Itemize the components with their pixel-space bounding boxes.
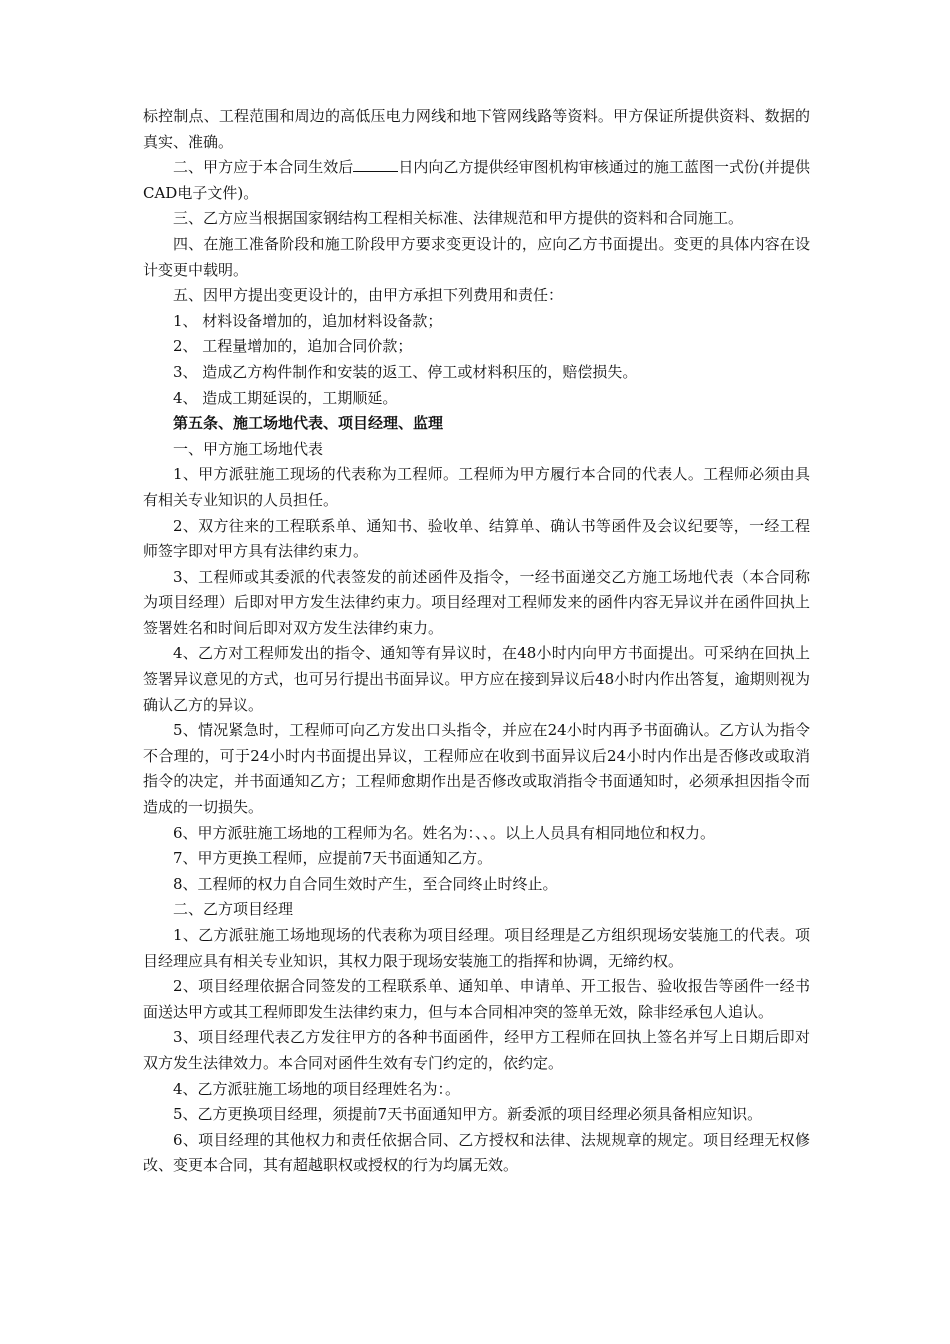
paragraph-clause-2 (143, 155, 810, 206)
list-item-1: 1、 材料设备增加的，追加材料设备款； (173, 311, 443, 330)
subheading-party-b-manager: 二、乙方项目经理 (173, 900, 294, 919)
subheading-party-a-representative: 一、甲方施工场地代表 (173, 439, 324, 458)
paragraph-clause-3: 三、乙方应当根据国家钢结构工程相关标准、法律规范和甲方提供的资料和合同施工。 (173, 209, 744, 228)
paragraph-a-4: 4、乙方对工程师发出的指令、通知等有异议时，在48小时内向甲方书面提出。可采纳在回执上签署异议意见的方式，也可另行提出书面异议。甲方应在接到异议后48小时内作出答复，逾期则视为确认乙方的异议。 (143, 644, 810, 714)
paragraph-a-2: 2、双方往来的工程联系单、通知书、验收单、结算单、确认书等函件及会议纪要等，一经工程师签字即对甲方具有法律约束力。 (143, 516, 810, 561)
paragraph-b-1: 1、乙方派驻施工场地现场的代表称为项目经理。项目经理是乙方组织现场安装施工的代表。项目经理应具有相关专业知识，其权力限于现场安装施工的指挥和协调，无缔约权。 (143, 926, 810, 970)
list-item-4: 4、 造成工期延误的，工期顺延。 (173, 388, 398, 407)
clause-2-text-a: 二、甲方应于本合同生效后 (173, 158, 354, 177)
paragraph-b-6: 6、项目经理的其他权力和责任依据合同、乙方授权和法律、法规规章的规定。项目经理无权修改、变更本合同，其有超越职权或授权的行为均属无效。 (143, 1130, 810, 1175)
paragraph-a-1: 1、甲方派驻施工现场的代表称为工程师。工程师为甲方履行本合同的代表人。工程师必须由具有相关专业知识的人员担任。 (143, 465, 810, 509)
paragraph-a-3: 3、工程师或其委派的代表签发的前述函件及指令，一经书面递交乙方施工场地代表（本合同称为项目经理）后即对甲方发生法律约束力。项目经理对工程师发来的函件内容无异议并在函件回执上签署姓名和时间后即对双方发生法律约束力。 (143, 567, 810, 637)
paragraph-survey-data: 标控制点、工程范围和周边的高低压电力网线和地下管网线路等资料。甲方保证所提供资料、数据的真实、准确。 (143, 107, 810, 151)
paragraph-a-6: 6、甲方派驻施工场地的工程师为名。姓名为：、、。以上人员具有相同地位和权力。 (173, 823, 716, 842)
contract-page (143, 104, 810, 1179)
paragraph-a-8: 8、工程师的权力自合同生效时产生，至合同终止时终止。 (173, 874, 558, 893)
section-heading-article-5: 第五条、施工场地代表、项目经理、监理 (173, 414, 444, 433)
paragraph-b-2: 2、项目经理依据合同签发的工程联系单、通知单、申请单、开工报告、验收报告等函件一经书面送达甲方或其工程师即发生法律约束力，但与本合同相冲突的签单无效，除非经承包人追认。 (143, 977, 810, 1021)
clause-2-text-b: 日内向乙方提供经审图机构审核通过的施工蓝图一式份(并提供CAD电子文件)。 (143, 158, 810, 202)
paragraph-b-3: 3、项目经理代表乙方发往甲方的各种书面函件，经甲方工程师在回执上签名并写上日期后即对双方发生法律效力。本合同对函件生效有专门约定的，依约定。 (143, 1028, 810, 1072)
paragraph-clause-4: 四、在施工准备阶段和施工阶段甲方要求变更设计的，应向乙方书面提出。变更的具体内容在设计变更中载明。 (143, 234, 810, 279)
paragraph-a-7: 7、甲方更换工程师，应提前7天书面通知乙方。 (173, 849, 493, 868)
list-item-3: 3、 造成乙方构件制作和安装的返工、停工或材料积压的，赔偿损失。 (173, 362, 638, 381)
paragraph-a-5: 5、情况紧急时，工程师可向乙方发出口头指令，并应在24小时内再予书面确认。乙方认为指令不合理的，可于24小时内书面提出异议，工程师应在收到书面异议后24小时内作出是否修改或取消指令的决定，并书面通知乙方；工程师愈期作出是否修改或取消指令书面通知时，必须承担因指令而造成的一切损失。 (143, 721, 810, 817)
paragraph-b-4: 4、乙方派驻施工场地的项目经理姓名为：。 (173, 1079, 461, 1098)
blank-days (353, 157, 398, 172)
list-item-2: 2、 工程量增加的，追加合同价款； (173, 337, 413, 356)
paragraph-clause-5: 五、因甲方提出变更设计的，由甲方承担下列费用和责任： (173, 286, 564, 305)
paragraph-b-5: 5、乙方更换项目经理，须提前7天书面通知甲方。新委派的项目经理必须具备相应知识。 (173, 1105, 763, 1124)
